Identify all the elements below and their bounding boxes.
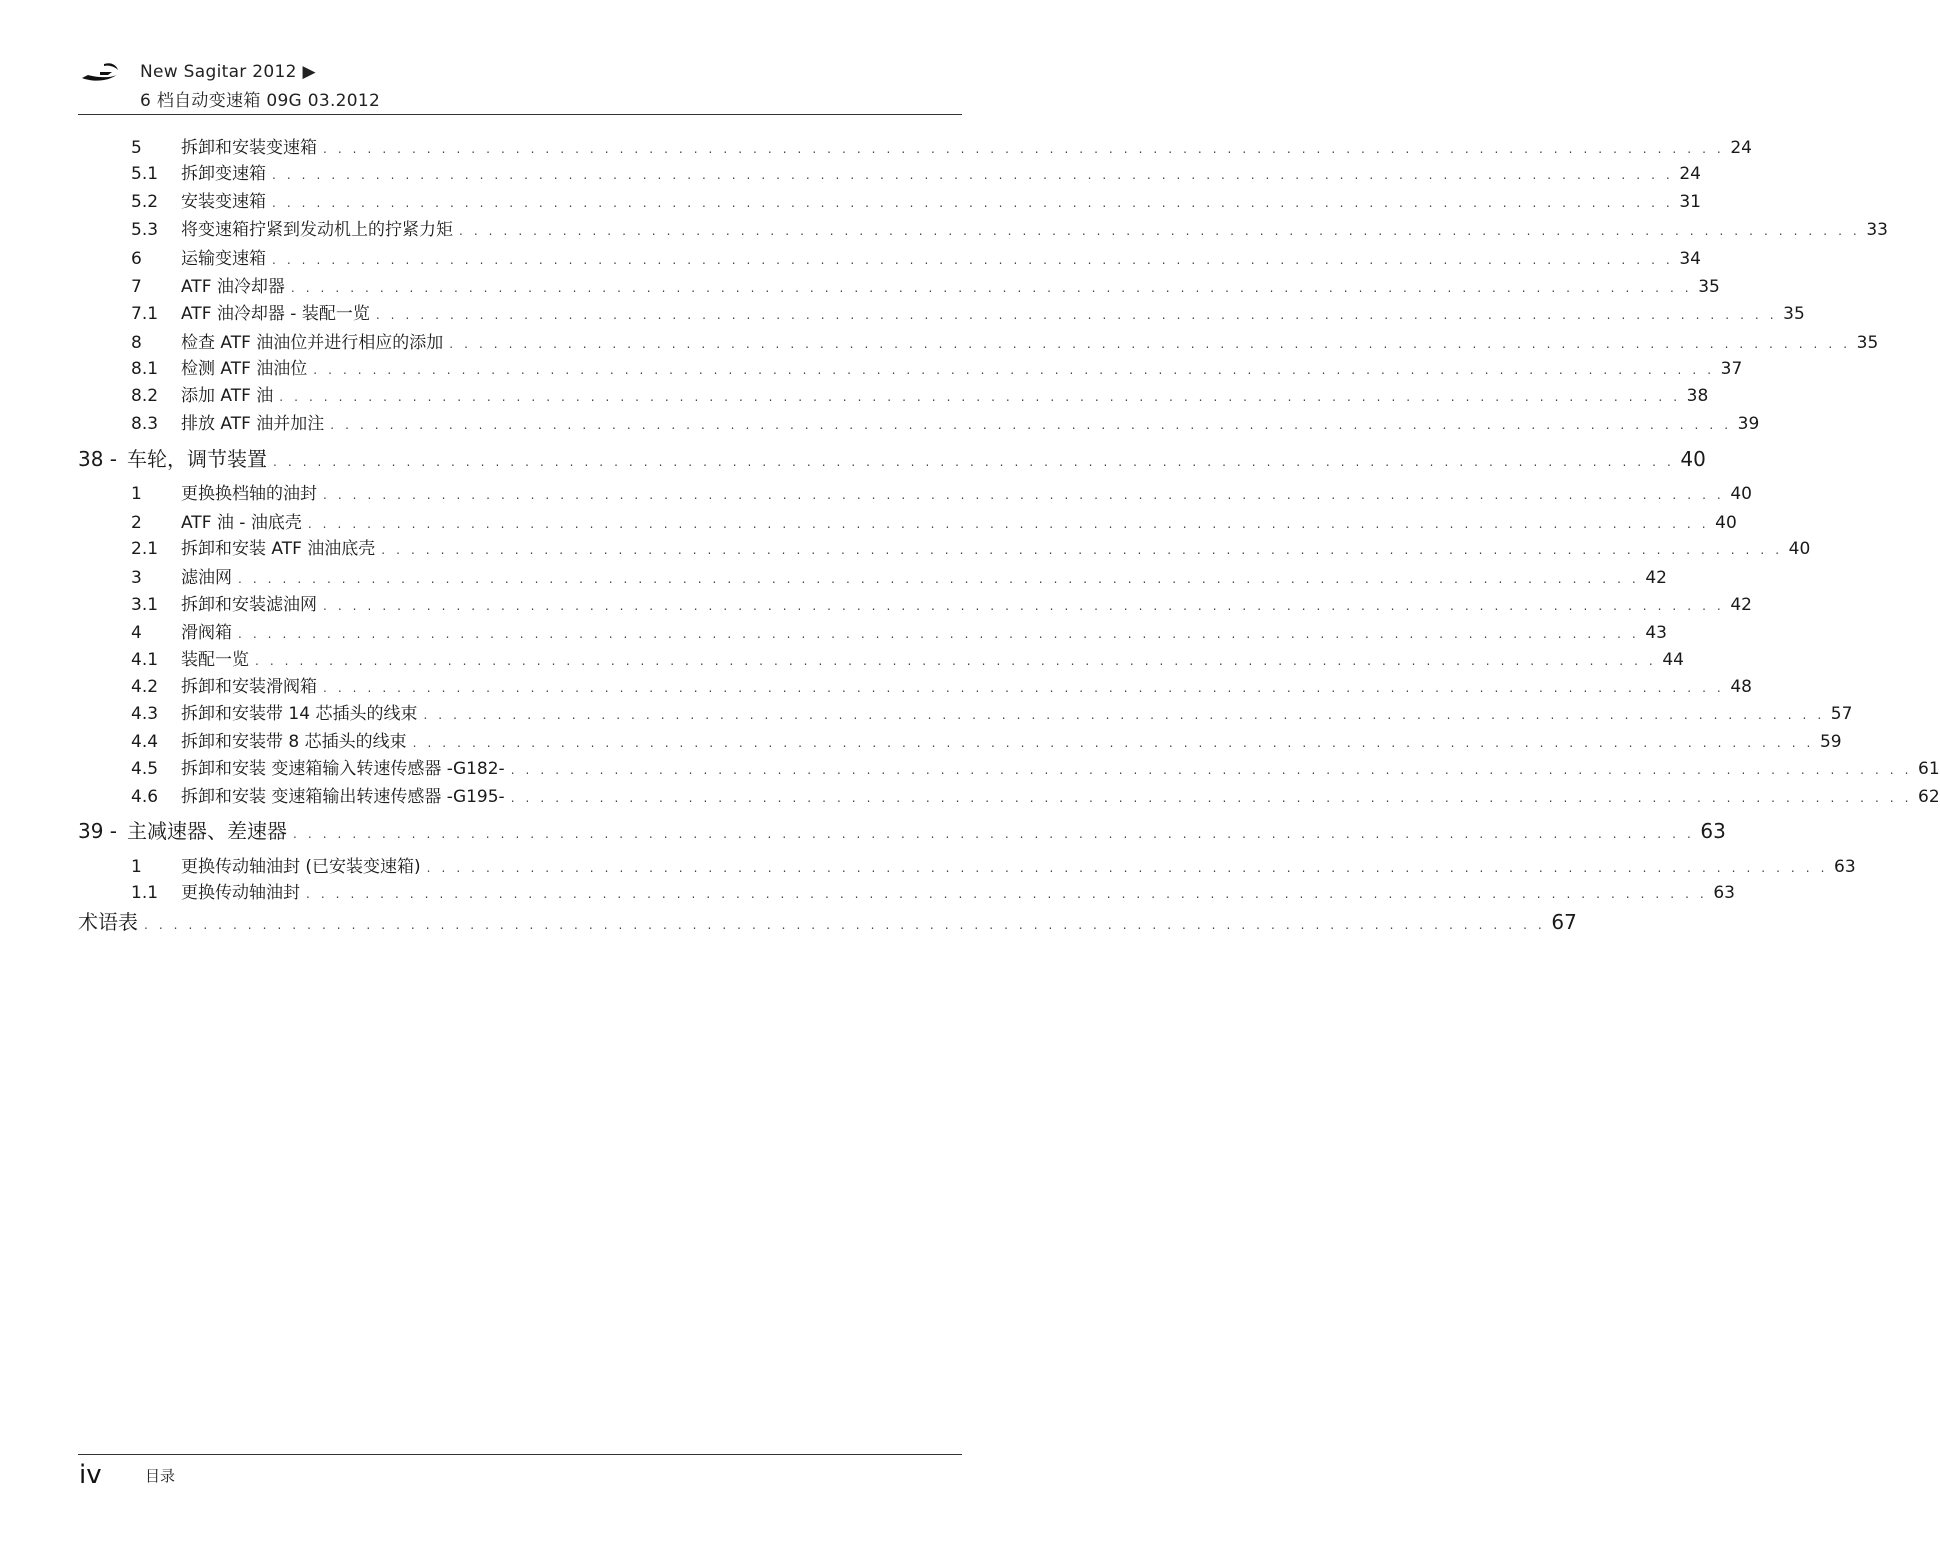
toc-entry-page: 63 [1713, 883, 1735, 903]
toc-entry-page: 34 [1679, 249, 1701, 269]
toc-entry-number: 7.1 [131, 304, 159, 324]
toc-entry-page: 63 [1834, 857, 1856, 877]
toc-entry-title: 滤油网 [181, 568, 232, 588]
footer-section-label: 目录 [145, 1467, 176, 1485]
toc-leader-dots: . . . . . . . . . . . . . . . . . . . . . . . . . . . . . . . . . . . . . . . . . . . . . . . . . . . . . . . . . . . . . . . . . . . . . . . . . . . . . . . . . . . . . . . . . . . . . . . [375, 308, 1778, 322]
toc-entry-number: 8.1 [131, 359, 159, 379]
toc-entry-number: 38 - [78, 447, 118, 471]
toc-leader-dots: . . . . . . . . . . . . . . . . . . . . . . . . . . . . . . . . . . . . . . . . . . . . . . . . . . . . . . . . . . . . . . . . . . . . . . . . . . . . . . . . . . . . . . . . . . . . . . . [313, 363, 1715, 377]
toc-entry-title: 拆卸和安装 变速箱输出转速传感器 -G195- [181, 787, 505, 807]
toc-entry-number: 4.1 [131, 650, 159, 670]
toc-leader-dots: . . . . . . . . . . . . . . . . . . . . . . . . . . . . . . . . . . . . . . . . . . . . . . . . . . . . . . . . . . . . . . . . . . . . . . . . . . . . . . . . . . . . . . . . . . . . . . . [323, 142, 1725, 156]
toc-entry-title: 检查 ATF 油油位并进行相应的添加 [181, 333, 444, 353]
toc-leader-dots: . . . . . . . . . . . . . . . . . . . . . . . . . . . . . . . . . . . . . . . . . . . . . . . . . . . . . . . . . . . . . . . . . . . . . . . . . . . . . . . . . . . . . . . . . . . . . . . [273, 455, 1675, 469]
toc-entry[interactable] [78, 878, 1735, 903]
toc-entry[interactable] [78, 479, 1752, 504]
toc-leader-dots: . . . . . . . . . . . . . . . . . . . . . . . . . . . . . . . . . . . . . . . . . . . . . . . . . . . . . . . . . . . . . . . . . . . . . . . . . . . . . . . . . . . . . . . . . . . . . . . [307, 517, 1710, 531]
toc-entry-title: 主减速器、差速器 [127, 819, 288, 843]
toc-entry-title: 术语表 [78, 910, 138, 934]
toc-entry-title: 更换换档轴的油封 [181, 484, 317, 504]
toc-entry-number: 6 [131, 249, 142, 269]
toc-entry[interactable] [78, 590, 1752, 615]
toc-entry-number: 3.1 [131, 595, 159, 615]
toc-entry-page: 40 [1680, 447, 1706, 471]
toc-entry-page: 57 [1830, 704, 1853, 724]
toc-entry-title: 拆卸和安装 变速箱输入转速传感器 -G182- [181, 759, 505, 779]
toc-entry-title: ATF 油冷却器 [181, 277, 285, 297]
toc-leader-dots: . . . . . . . . . . . . . . . . . . . . . . . . . . . . . . . . . . . . . . . . . . . . . . . . . . . . . . . . . . . . . . . . . . . . . . . . . . . . . . . . . . . . . . . . . . . . . . . [330, 418, 1732, 432]
toc-entry[interactable] [78, 354, 1743, 379]
toc-entry-page: 24 [1730, 138, 1752, 158]
toc-entry-page: 44 [1662, 650, 1684, 670]
brand-logo-icon [78, 60, 122, 84]
toc-chapter-entry[interactable] [78, 815, 1726, 844]
toc-leader-dots: . . . . . . . . . . . . . . . . . . . . . . . . . . . . . . . . . . . . . . . . . . . . . . . . . . . . . . . . . . . . . . . . . . . . . . . . . . . . . . . . . . . . . . . . . . . . . . . [293, 827, 1695, 841]
toc-entry-title: 装配一览 [181, 650, 249, 670]
toc-leader-dots: . . . . . . . . . . . . . . . . . . . . . . . . . . . . . . . . . . . . . . . . . . . . . . . . . . . . . . . . . . . . . . . . . . . . . . . . . . . . . . . . . . . . . . . . . . . . . . . [255, 654, 1657, 668]
header-model: New Sagitar 2012 ▶ [140, 62, 316, 82]
toc-leader-dots: . . . . . . . . . . . . . . . . . . . . . . . . . . . . . . . . . . . . . . . . . . . . . . . . . . . . . . . . . . . . . . . . . . . . . . . . . . . . . . . . . . . . . . . . . . . . . . . [323, 488, 1725, 502]
toc-chapter-entry[interactable] [78, 443, 1706, 472]
toc-entry[interactable] [78, 618, 1667, 643]
toc-entry[interactable] [78, 699, 1853, 724]
toc-leader-dots: . . . . . . . . . . . . . . . . . . . . . . . . . . . . . . . . . . . . . . . . . . . . . . . . . . . . . . . . . . . . . . . . . . . . . . . . . . . . . . . . . . . . . . . . . . . . . . . [306, 887, 1708, 901]
toc-entry-number: 4.6 [131, 787, 159, 807]
toc-leader-dots: . . . . . . . . . . . . . . . . . . . . . . . . . . . . . . . . . . . . . . . . . . . . . . . . . . . . . . . . . . . . . . . . . . . . . . . . . . . . . . . . . . . . . . . . . . . . . . . [290, 281, 1693, 295]
toc-entry-title: 拆卸和安装带 8 芯插头的线束 [181, 732, 407, 752]
header-document: 6 档自动变速箱 09G 03.2012 [140, 91, 381, 111]
toc-entry[interactable] [78, 299, 1805, 324]
toc-leader-dots: . . . . . . . . . . . . . . . . . . . . . . . . . . . . . . . . . . . . . . . . . . . . . . . . . . . . . . . . . . . . . . . . . . . . . . . . . . . . . . . . . . . . . . . . . . . . . . . [412, 736, 1814, 750]
toc-entry[interactable] [78, 187, 1701, 212]
toc-entry-number: 5.1 [131, 164, 159, 184]
toc-entry-title: 拆卸和安装 ATF 油油底壳 [181, 539, 376, 559]
toc-entry-title: 将变速箱拧紧到发动机上的拧紧力矩 [181, 220, 453, 240]
toc-entry-title: 更换传动轴油封 [181, 883, 300, 903]
toc-leader-dots: . . . . . . . . . . . . . . . . . . . . . . . . . . . . . . . . . . . . . . . . . . . . . . . . . . . . . . . . . . . . . . . . . . . . . . . . . . . . . . . . . . . . . . . . . . . . . . . [272, 168, 1674, 182]
toc-leader-dots: . . . . . . . . . . . . . . . . . . . . . . . . . . . . . . . . . . . . . . . . . . . . . . . . . . . . . . . . . . . . . . . . . . . . . . . . . . . . . . . . . . . . . . . . . . . . . . . [510, 791, 1913, 805]
toc-entry[interactable] [78, 215, 1888, 240]
toc-entry[interactable] [78, 272, 1720, 297]
toc-entry-title: 添加 ATF 油 [181, 386, 274, 406]
toc-entry-number: 2.1 [131, 539, 159, 559]
toc-entry-page: 42 [1645, 568, 1667, 588]
toc-leader-dots: . . . . . . . . . . . . . . . . . . . . . . . . . . . . . . . . . . . . . . . . . . . . . . . . . . . . . . . . . . . . . . . . . . . . . . . . . . . . . . . . . . . . . . . . . . . . . . . [279, 390, 1681, 404]
toc-entry-number: 1 [131, 857, 142, 877]
toc-entry[interactable] [78, 852, 1856, 877]
toc-leader-dots: . . . . . . . . . . . . . . . . . . . . . . . . . . . . . . . . . . . . . . . . . . . . . . . . . . . . . . . . . . . . . . . . . . . . . . . . . . . . . . . . . . . . . . . . . . . . . . . [238, 572, 1640, 586]
toc-entry-page: 35 [1856, 333, 1879, 353]
toc-entry-number: 7 [131, 277, 142, 297]
toc-entry-page: 59 [1819, 732, 1842, 752]
toc-entry-page: 31 [1679, 192, 1701, 212]
toc-entry[interactable] [78, 409, 1760, 434]
toc-entry[interactable] [78, 534, 1811, 559]
toc-leader-dots: . . . . . . . . . . . . . . . . . . . . . . . . . . . . . . . . . . . . . . . . . . . . . . . . . . . . . . . . . . . . . . . . . . . . . . . . . . . . . . . . . . . . . . . . . . . . . . . [323, 599, 1725, 613]
toc-entry-title: 检测 ATF 油油位 [181, 359, 308, 379]
toc-entry-page: 67 [1551, 910, 1577, 934]
toc-entry[interactable] [78, 328, 1879, 353]
toc-leader-dots: . . . . . . . . . . . . . . . . . . . . . . . . . . . . . . . . . . . . . . . . . . . . . . . . . . . . . . . . . . . . . . . . . . . . . . . . . . . . . . . . . . . . . . . . . . . . . . . [272, 196, 1674, 210]
toc-leader-dots: . . . . . . . . . . . . . . . . . . . . . . . . . . . . . . . . . . . . . . . . . . . . . . . . . . . . . . . . . . . . . . . . . . . . . . . . . . . . . . . . . . . . . . . . . . . . . . . [459, 224, 1861, 238]
toc-entry-title: 拆卸和安装滑阀箱 [181, 677, 317, 697]
toc-entry-page: 24 [1679, 164, 1701, 184]
toc-entry[interactable] [78, 159, 1701, 184]
toc-entry-number: 4.3 [131, 704, 159, 724]
toc-leader-dots: . . . . . . . . . . . . . . . . . . . . . . . . . . . . . . . . . . . . . . . . . . . . . . . . . . . . . . . . . . . . . . . . . . . . . . . . . . . . . . . . . . . . . . . . . . . . . . . [238, 627, 1640, 641]
toc-leader-dots: . . . . . . . . . . . . . . . . . . . . . . . . . . . . . . . . . . . . . . . . . . . . . . . . . . . . . . . . . . . . . . . . . . . . . . . . . . . . . . . . . . . . . . . . . . . . . . . [272, 253, 1674, 267]
toc-entry-number: 1 [131, 484, 142, 504]
toc-entry-title: 滑阀箱 [181, 623, 232, 643]
footer-page-number: iv [79, 1460, 102, 1490]
toc-entry-page: 40 [1730, 484, 1752, 504]
toc-entry[interactable] [78, 381, 1709, 406]
toc-entry[interactable] [78, 727, 1842, 752]
toc-entry-page: 43 [1645, 623, 1667, 643]
toc-entry-number: 8 [131, 333, 142, 353]
toc-entry-number: 8.3 [131, 414, 159, 434]
toc-entry-page: 63 [1700, 819, 1726, 843]
toc-entry-number: 5.2 [131, 192, 159, 212]
toc-entry-number: 5 [131, 138, 142, 158]
toc-entry[interactable] [78, 133, 1752, 158]
toc-leader-dots: . . . . . . . . . . . . . . . . . . . . . . . . . . . . . . . . . . . . . . . . . . . . . . . . . . . . . . . . . . . . . . . . . . . . . . . . . . . . . . . . . . . . . . . . . . . . . . . [323, 681, 1725, 695]
toc-entry-number: 4 [131, 623, 142, 643]
header-divider [78, 114, 962, 115]
toc-entry[interactable] [78, 244, 1701, 269]
toc-entry[interactable] [78, 563, 1667, 588]
toc-entry-title: 拆卸变速箱 [181, 164, 266, 184]
toc-entry-page: 37 [1720, 359, 1743, 379]
footer-divider [78, 1454, 962, 1455]
toc-entry-page: 62 [1918, 787, 1940, 807]
toc-entry-page: 39 [1737, 414, 1760, 434]
toc-entry-number: 3 [131, 568, 142, 588]
toc-entry-page: 61 [1918, 759, 1940, 779]
toc-entry-number: 39 - [78, 819, 118, 843]
toc-entry-page: 33 [1866, 220, 1888, 240]
toc-entry-number: 4.2 [131, 677, 159, 697]
toc-entry-number: 1.1 [131, 883, 159, 903]
toc-entry-title: ATF 油冷却器 - 装配一览 [181, 304, 370, 324]
toc-entry-title: 安装变速箱 [181, 192, 266, 212]
toc-entry-title: 运输变速箱 [181, 249, 266, 269]
toc-leader-dots: . . . . . . . . . . . . . . . . . . . . . . . . . . . . . . . . . . . . . . . . . . . . . . . . . . . . . . . . . . . . . . . . . . . . . . . . . . . . . . . . . . . . . . . . . . . . . . . [426, 861, 1829, 875]
toc-entry[interactable] [78, 672, 1752, 697]
toc-chapter-entry[interactable] [78, 906, 1577, 935]
toc-entry-page: 35 [1783, 304, 1805, 324]
toc-entry-title: 拆卸和安装滤油网 [181, 595, 317, 615]
toc-entry-title: 拆卸和安装变速箱 [181, 138, 317, 158]
toc-entry-page: 35 [1698, 277, 1720, 297]
toc-entry-number: 4.4 [131, 732, 159, 752]
toc-leader-dots: . . . . . . . . . . . . . . . . . . . . . . . . . . . . . . . . . . . . . . . . . . . . . . . . . . . . . . . . . . . . . . . . . . . . . . . . . . . . . . . . . . . . . . . . . . . . . . . [510, 763, 1913, 777]
toc-entry-title: 拆卸和安装带 14 芯插头的线束 [181, 704, 418, 724]
toc-entry-number: 4.5 [131, 759, 159, 779]
toc-leader-dots: . . . . . . . . . . . . . . . . . . . . . . . . . . . . . . . . . . . . . . . . . . . . . . . . . . . . . . . . . . . . . . . . . . . . . . . . . . . . . . . . . . . . . . . . . . . . . . . [423, 708, 1825, 722]
toc-entry-page: 38 [1686, 386, 1709, 406]
toc-entry-page: 40 [1715, 513, 1737, 533]
toc-entry-page: 40 [1788, 539, 1811, 559]
toc-leader-dots: . . . . . . . . . . . . . . . . . . . . . . . . . . . . . . . . . . . . . . . . . . . . . . . . . . . . . . . . . . . . . . . . . . . . . . . . . . . . . . . . . . . . . . . . . . . . . . . [381, 543, 1783, 557]
toc-leader-dots: . . . . . . . . . . . . . . . . . . . . . . . . . . . . . . . . . . . . . . . . . . . . . . . . . . . . . . . . . . . . . . . . . . . . . . . . . . . . . . . . . . . . . . . . . . . . . . . [144, 918, 1546, 932]
toc-entry-title: ATF 油 - 油底壳 [181, 513, 302, 533]
toc-entry-number: 2 [131, 513, 142, 533]
toc-entry[interactable] [78, 754, 1940, 779]
toc-entry-page: 42 [1730, 595, 1752, 615]
toc-entry-page: 48 [1730, 677, 1752, 697]
toc-entry-number: 8.2 [131, 386, 159, 406]
toc-entry-title: 车轮，调节装置 [127, 447, 268, 471]
toc-entry-number: 5.3 [131, 220, 159, 240]
toc-entry[interactable] [78, 508, 1737, 533]
toc-leader-dots: . . . . . . . . . . . . . . . . . . . . . . . . . . . . . . . . . . . . . . . . . . . . . . . . . . . . . . . . . . . . . . . . . . . . . . . . . . . . . . . . . . . . . . . . . . . . . . . [449, 337, 1851, 351]
toc-entry[interactable] [78, 645, 1684, 670]
toc-entry-title: 更换传动轴油封 (已安装变速箱) [181, 857, 421, 877]
toc-entry[interactable] [78, 782, 1940, 807]
toc-entry-title: 排放 ATF 油并加注 [181, 414, 325, 434]
